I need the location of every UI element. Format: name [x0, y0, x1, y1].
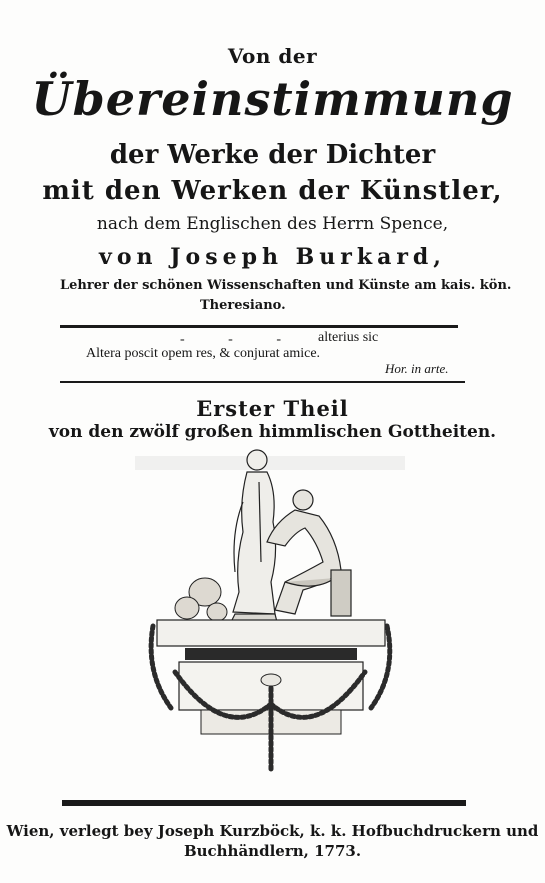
motto-attribution: Hor. in arte.	[385, 361, 449, 376]
engraved-vignette	[135, 442, 405, 782]
bleed-through-shadow	[135, 456, 405, 470]
middle-rule	[60, 381, 465, 383]
motto-dashes: - - -	[180, 332, 301, 347]
motto-line-1: alterius sic	[318, 330, 379, 345]
altar-frieze	[185, 648, 357, 660]
bottom-rule	[62, 800, 466, 806]
ribbon-bow	[261, 674, 281, 686]
altar-top	[157, 620, 385, 646]
title-line-werken-der-kuenstler: mit den Werken der Künstler,	[42, 176, 503, 206]
main-title: Übereinstimmung	[31, 72, 514, 126]
motto-line-2: Altera poscit opem res, & conjurat amice.	[86, 346, 321, 361]
author-line: von Joseph Burkard,	[99, 244, 446, 270]
imprint-line-1: Wien, verlegt bey Joseph Kurzböck, k. k. Hofbuchdruckern und	[6, 822, 539, 840]
putti-group	[175, 578, 227, 621]
top-rule	[60, 325, 458, 328]
title-line-werke-der-dichter: der Werke der Dichter	[109, 140, 436, 170]
author-institution-line: Theresiano.	[200, 298, 286, 313]
title-line-von-der: Von der	[227, 44, 318, 68]
imprint-line-2: Buchhändlern, 1773.	[183, 842, 362, 860]
title-line-spence: nach dem Englischen des Herrn Spence,	[96, 214, 449, 234]
author-position-line: Lehrer der schönen Wissenschaften und Künste am kais. kön.	[60, 278, 512, 293]
sculptor-figure	[267, 490, 351, 616]
part-title: Erster Theil	[196, 396, 349, 421]
part-subtitle: von den zwölf großen himmlischen Gottheiten.	[48, 422, 497, 442]
